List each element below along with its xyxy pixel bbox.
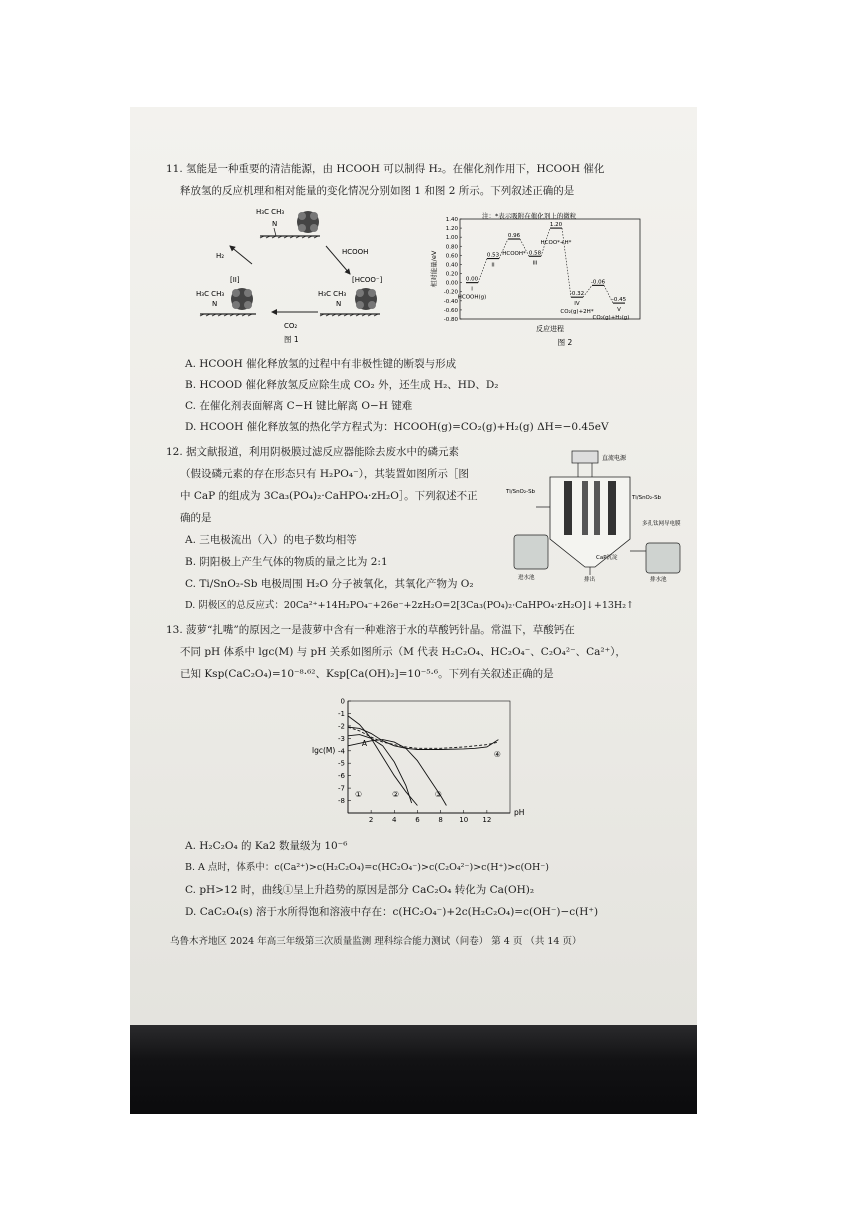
fig2-connector [583,285,592,297]
q13-stem-line2: 不同 pH 体系中 lgc(M) 与 pH 关系如图所示（M 代表 H₂C₂O₄、HC₂O₄⁻、C₂O₄²⁻、Ca²⁺）， [180,646,626,658]
fig1-label-n-right: N [336,300,342,308]
q12-stem-line4: 确的是 [180,512,212,524]
fig2-xlabel: 反应进程 [536,325,564,333]
q13-ytick: -8 [338,797,345,806]
fig1-label-h3c-ch3-top: H₃C CH₃ [256,208,285,216]
fig1-label-hcoo: [HCOO⁻] [352,276,383,284]
fig1-label-h3c-ch3-left: H₃C CH₃ [196,290,225,298]
fig1-label-n-top: N [272,220,278,228]
fig12-outlet: 排水池 [650,577,667,583]
fig2-level-value: -0.06 [590,279,606,286]
q13-option-a: A. H₂C₂O₄ 的 Ka2 数量级为 10⁻⁶ [185,840,348,852]
fig2-note: 注：*表示吸附在催化剂上的微粒 [482,212,577,220]
q13-series-label: ① [354,789,363,799]
fig1-label-ii: [II] [230,276,240,284]
q13-stem-line1: 13. 菠萝“扎嘴”的原因之一是菠萝中含有一种难溶于水的草酸钙针晶。常温下，草酸钙在 [166,624,575,636]
fig2-level-roman: IV [574,301,580,308]
q12-stem-line3: 中 CaP 的组成为 3Ca₃(PO₄)₂·CaHPO₄·zH₂O］。下列叙述不正 [180,490,478,502]
fig2-level-value: -0.45 [611,297,627,304]
photographed-page [130,107,697,1114]
fig2-level-roman: V [617,307,621,314]
fig12-power: 直流电源 [602,455,627,462]
fig2-levels [458,222,630,321]
q13-axes [312,698,524,825]
fig2-caption: 图 2 [557,338,573,347]
fig12-precipitate: CaP沉淀 [596,555,618,561]
fig2-level-value: 0.96 [507,233,521,239]
fig2-ytick: -0.40 [443,298,458,305]
q11-stem-line2: 释放氢的反应机理和相对能量的变化情况分别如图 1 和图 2 所示。下列叙述正确的是 [180,185,575,197]
q13-ytick: -4 [338,747,345,756]
fig2-ytick: 0.40 [445,262,458,269]
fig2-level-roman: III [532,260,538,267]
fig2-level-species: CO₂(g)+H₂(g) [592,315,630,322]
q11-option-c: C. 在催化剂表面解离 C−H 键比解离 O−H 键难 [185,400,413,412]
q12-option-d: D. 阴极区的总反应式：20Ca²⁺+14H₂PO₄⁻+26e⁻+2zH₂O=2[3Ca₃(PO₄)₂·CaHPO₄·zH₂O]↓+13H₂↑ [185,600,634,611]
q13-stem-line3: 已知 Ksp(CaC₂O₄)=10⁻⁸·⁶²、Ksp[Ca(OH)₂]=10⁻⁵·⁶。下列有关叙述正确的是 [180,668,554,680]
q13-ytick: -7 [338,784,345,793]
fig2-level-species: CO₂(g)+2H* [560,309,594,316]
fig2-ytick: -0.80 [443,317,458,323]
fig12-left-electrode: Ti/SnO₂-Sb [506,489,536,495]
q13-ylabel: lgc(M) [312,745,336,755]
q12-option-a: A. 三电极流出（入）的电子数均相等 [185,534,357,546]
q11-option-d: D. HCOOH 催化释放氢的热化学方程式为：HCOOH(g)=CO₂(g)+H₂(g) ΔH=−0.45eV [185,421,609,433]
q13-option-d: D. CaC₂O₄(s) 溶于水所得饱和溶液中存在：c(HC₂O₄⁻)+2c(H₂C₂O₄)=c(OH⁻)−c(H⁺) [185,906,599,918]
fig12-right-electrode: Ti/SnO₂-Sb [632,495,662,501]
q13-xtick: 6 [415,816,420,824]
fig2-level-roman: II [491,262,495,269]
fig2-ytick: -0.20 [443,289,458,296]
q13-xtick: 10 [459,816,469,824]
q13-xtick: 4 [392,816,397,824]
fig1-label-hcooh: HCOOH [342,248,369,256]
q11-stem-line1: 11. 氢能是一种重要的清洁能源，由 HCOOH 可以制得 H₂。在催化剂作用下，HCOOH 催化 [166,163,605,175]
fig2-ytick: 1.20 [445,226,458,233]
q11-figure1-mechanism [190,202,390,342]
q13-xtick: 12 [482,816,492,824]
page-footer: 乌鲁木齐地区 2024 年高三年级第三次质量监测 理科综合能力测试（问卷） 第 4 页 （共 14 页） [170,936,582,947]
fig2-level-value: 0.58 [528,250,542,257]
fig1-label-n-left: N [212,300,218,308]
fig2-level-value: -0.32 [569,291,585,298]
fig2-connector [562,228,571,297]
q13-series [348,716,501,806]
q13-series-label: ④ [493,750,501,759]
q13-ytick: -2 [338,722,345,731]
fig12-inlet: 进水池 [518,575,535,581]
q12-stem-line1: 12. 据文献报道，利用阴极膜过滤反应器能除去废水中的磷元素 [166,446,460,458]
fig2-ylabel: 相对能量/eV [430,250,438,288]
q13-ytick: -3 [338,734,345,743]
q13-point-a: A [361,738,368,748]
fig2-ytick: 0.80 [445,244,458,251]
fig2-ytick: -0.60 [443,307,458,314]
q12-figure-reactor [506,447,690,589]
fig2-level-species: HCOOH(g) [457,294,487,301]
q13-lgc-ph-chart [310,693,540,833]
fig2-ytick: 1.00 [445,235,458,242]
fig2-ytick: 0.60 [445,253,458,260]
fig2-ytick: 0.00 [445,280,458,287]
q13-frame [348,701,510,813]
q13-option-b: B. A 点时，体系中：c(Ca²⁺)>c(H₂C₂O₄)=c(HC₂O₄⁻)>c(C₂O₄²⁻)>c(H⁺)>c(OH⁻) [185,862,549,873]
q13-series-label: ③ [434,789,442,799]
q13-ytick: -5 [338,759,345,768]
fig1-label-h2: H₂ [216,252,225,260]
exam-paper [130,107,697,1025]
fig2-level-species: HCOOH* [502,251,526,257]
fig1-label-co2: CO₂ [284,322,298,330]
q13-xtick: 2 [368,816,374,824]
q13-xtick: 8 [438,816,443,824]
fig12-membrane: 多孔钛网导电膜 [642,521,681,527]
q13-option-c: C. pH>12 时，曲线①呈上升趋势的原因是部分 CaC₂O₄ 转化为 Ca(OH)₂ [185,884,535,896]
q11-option-a: A. HCOOH 催化释放氢的过程中有非极性键的断裂与形成 [185,358,457,370]
q13-ytick: -6 [338,772,345,781]
fig2-level-value: 1.20 [549,222,563,229]
dark-background [130,1025,697,1114]
q13-series-label: ② [391,789,400,799]
fig2-ytick: 0.20 [445,271,458,278]
fig2-level-value: 0.53 [486,252,500,259]
fig2-level-roman: I [471,286,473,293]
fig1-label-h3c-ch3-right: H₃C CH₃ [318,290,347,298]
fig2-level-value: 0.00 [465,276,479,283]
q12-option-c: C. Ti/SnO₂-Sb 电极周围 H₂O 分子被氧化，其氧化产物为 O₂ [185,578,474,590]
q13-xlabel: pH [514,808,525,817]
fig2-ytick: 1.40 [445,217,458,223]
q11-option-b: B. HCOOD 催化释放氢反应除生成 CO₂ 外，还生成 H₂、HD、D₂ [185,379,499,391]
fig12-drain: 排出 [584,577,596,583]
q12-option-b: B. 阴阳极上产生气体的物质的量之比为 2:1 [185,556,388,568]
fig2-yticks [444,217,462,323]
q11-figure2-energy-profile [430,209,670,347]
fig2-connector [478,259,487,283]
q13-ytick: 0 [340,697,345,706]
fig1-caption: 图 1 [284,335,299,344]
q13-ytick: -1 [338,709,345,718]
fig2-frame [457,219,640,322]
q12-stem-line2: （假设磷元素的存在形态只有 H₂PO₄⁻），其装置如图所示［图 [180,468,469,480]
fig2-level-species: HCOO*+H* [540,240,572,247]
